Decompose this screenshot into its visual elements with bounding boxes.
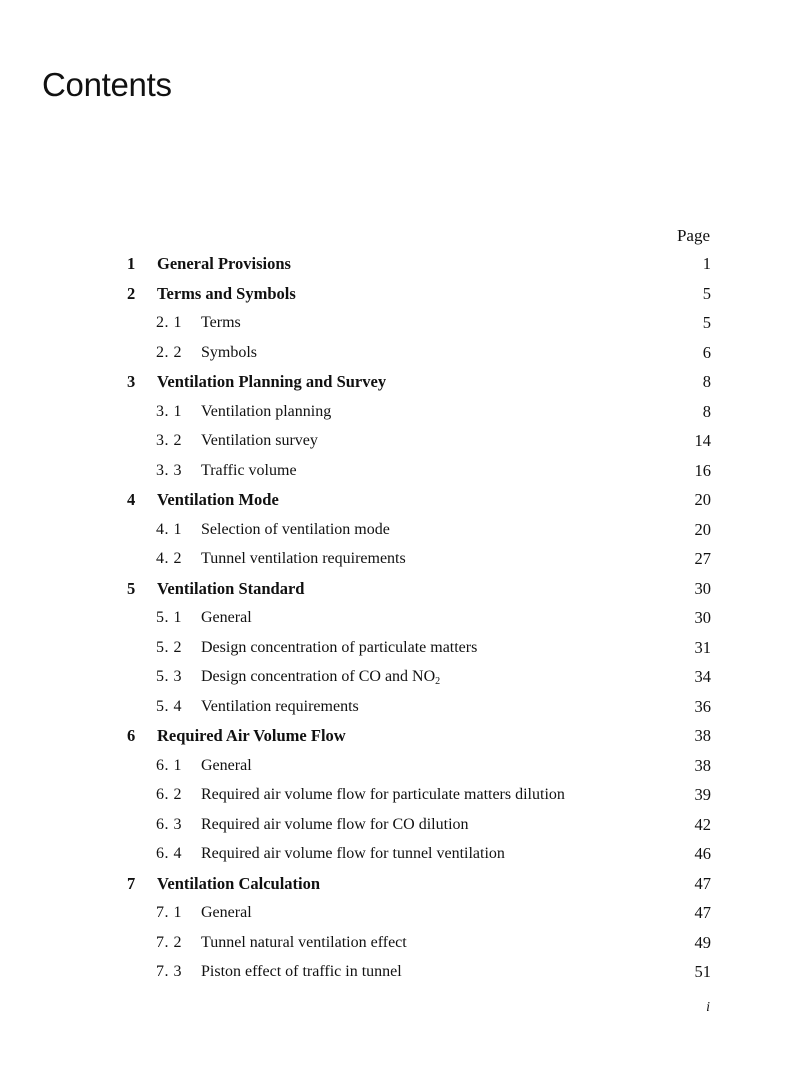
chapter-number: 4 bbox=[127, 490, 136, 509]
toc-section-7-1[interactable] bbox=[127, 898, 711, 928]
subscript-text: 2 bbox=[435, 676, 441, 687]
section-number: 7. 1 bbox=[156, 904, 182, 921]
section-number: 2. 2 bbox=[156, 343, 182, 361]
chapter-title: Ventilation Planning and Survey bbox=[157, 372, 387, 391]
chapter-number: 2 bbox=[127, 283, 136, 303]
chapter-title: Ventilation Standard bbox=[157, 578, 305, 598]
page-number: 51 bbox=[694, 962, 711, 981]
page-number: 39 bbox=[694, 785, 711, 804]
section-number: 4. 1 bbox=[156, 520, 182, 538]
toc-section-5-1[interactable] bbox=[127, 603, 711, 633]
page-number: 46 bbox=[694, 844, 711, 863]
page-number: 38 bbox=[694, 726, 711, 745]
toc-section-2-2[interactable] bbox=[127, 338, 711, 368]
toc-chapter-5[interactable] bbox=[127, 574, 711, 604]
page-number: 1 bbox=[702, 254, 711, 273]
page-number: 8 bbox=[702, 401, 711, 421]
page-number: 47 bbox=[694, 873, 711, 893]
folio-page-number: i bbox=[706, 1000, 710, 1015]
toc-section-6-3[interactable] bbox=[127, 810, 711, 840]
section-title bbox=[201, 662, 440, 692]
toc-chapter-3[interactable] bbox=[127, 367, 711, 397]
section-title: General bbox=[201, 756, 252, 774]
page-number: 49 bbox=[694, 932, 711, 952]
section-title: Tunnel ventilation requirements bbox=[201, 550, 406, 567]
chapter-title: Required Air Volume Flow bbox=[157, 726, 346, 745]
section-title: Symbols bbox=[201, 343, 258, 361]
section-number: 5. 1 bbox=[156, 609, 182, 626]
toc-section-3-3[interactable] bbox=[127, 456, 711, 486]
chapter-title: Terms and Symbols bbox=[157, 283, 296, 303]
toc-section-3-1[interactable] bbox=[127, 397, 711, 427]
section-title: Design concentration of particulate matters bbox=[201, 638, 478, 656]
section-number: 6. 2 bbox=[156, 786, 182, 803]
section-number: 5. 3 bbox=[156, 668, 182, 685]
page-number: 5 bbox=[702, 283, 711, 303]
page-number: 20 bbox=[694, 519, 711, 539]
chapter-number: 3 bbox=[127, 372, 136, 391]
page-number: 30 bbox=[694, 578, 711, 598]
page-number: 34 bbox=[694, 667, 711, 686]
section-title: Required air volume flow for particulate matters dilution bbox=[201, 786, 565, 803]
chapter-number: 7 bbox=[127, 873, 136, 893]
toc-section-7-2[interactable] bbox=[127, 928, 711, 958]
section-title: Required air volume flow for tunnel ventilation bbox=[201, 845, 505, 862]
section-title: Ventilation requirements bbox=[201, 697, 359, 715]
section-number: 2. 1 bbox=[156, 314, 182, 331]
toc-chapter-4[interactable] bbox=[127, 485, 711, 515]
section-number: 3. 2 bbox=[156, 432, 182, 449]
section-title: General bbox=[201, 609, 252, 626]
section-title: Selection of ventilation mode bbox=[201, 520, 390, 538]
page-number: 47 bbox=[694, 903, 711, 922]
page-number: 6 bbox=[702, 342, 711, 362]
page-number: 31 bbox=[694, 637, 711, 657]
toc-section-5-2[interactable] bbox=[127, 633, 711, 663]
toc-chapter-1[interactable] bbox=[127, 249, 711, 279]
section-number: 7. 2 bbox=[156, 933, 182, 951]
toc-section-6-4[interactable] bbox=[127, 839, 711, 869]
page-number: 30 bbox=[694, 608, 711, 627]
page-number: 20 bbox=[694, 490, 711, 509]
section-number: 6. 4 bbox=[156, 845, 182, 862]
chapter-title: Ventilation Mode bbox=[157, 490, 279, 509]
toc-chapter-6[interactable] bbox=[127, 721, 711, 751]
page-number: 8 bbox=[702, 372, 711, 391]
toc-section-4-1[interactable] bbox=[127, 515, 711, 545]
section-number: 3. 3 bbox=[156, 461, 182, 479]
page-number: 27 bbox=[694, 549, 711, 568]
chapter-number: 5 bbox=[127, 578, 136, 598]
section-title: Terms bbox=[201, 314, 241, 331]
table-of-contents bbox=[127, 249, 711, 987]
toc-chapter-2[interactable] bbox=[127, 279, 711, 309]
toc-section-5-3[interactable] bbox=[127, 662, 711, 692]
toc-section-3-2[interactable] bbox=[127, 426, 711, 456]
page-number: 42 bbox=[694, 814, 711, 834]
section-title-text: Design concentration of CO and NO bbox=[201, 668, 436, 685]
chapter-title: Ventilation Calculation bbox=[157, 873, 321, 893]
chapter-number: 1 bbox=[127, 254, 136, 273]
section-number: 4. 2 bbox=[156, 550, 182, 567]
page-number: 38 bbox=[694, 755, 711, 775]
page-number: 36 bbox=[694, 696, 711, 716]
section-number: 7. 3 bbox=[156, 963, 182, 980]
toc-chapter-7[interactable] bbox=[127, 869, 711, 899]
section-number: 3. 1 bbox=[156, 402, 182, 420]
section-number: 5. 2 bbox=[156, 638, 182, 656]
section-number: 5. 4 bbox=[156, 697, 182, 715]
toc-section-4-2[interactable] bbox=[127, 544, 711, 574]
section-number: 6. 1 bbox=[156, 756, 182, 774]
page-number: 5 bbox=[702, 313, 711, 332]
section-title: Required air volume flow for CO dilution bbox=[201, 815, 469, 833]
section-title: General bbox=[201, 904, 252, 921]
page-column-header: Page bbox=[676, 226, 710, 245]
toc-section-5-4[interactable] bbox=[127, 692, 711, 722]
page-title: Contents bbox=[42, 66, 172, 103]
toc-section-6-2[interactable] bbox=[127, 780, 711, 810]
toc-section-6-1[interactable] bbox=[127, 751, 711, 781]
page-number: 16 bbox=[694, 460, 711, 480]
section-number: 6. 3 bbox=[156, 815, 182, 833]
chapter-title: General Provisions bbox=[157, 254, 291, 273]
section-title: Tunnel natural ventilation effect bbox=[201, 933, 407, 951]
toc-section-7-3[interactable] bbox=[127, 957, 711, 987]
section-title: Traffic volume bbox=[201, 461, 297, 479]
section-title: Ventilation planning bbox=[201, 402, 332, 420]
toc-section-2-1[interactable] bbox=[127, 308, 711, 338]
page-number: 14 bbox=[694, 431, 711, 450]
chapter-number: 6 bbox=[127, 726, 136, 745]
section-title: Ventilation survey bbox=[201, 432, 318, 449]
section-title: Piston effect of traffic in tunnel bbox=[201, 963, 402, 980]
